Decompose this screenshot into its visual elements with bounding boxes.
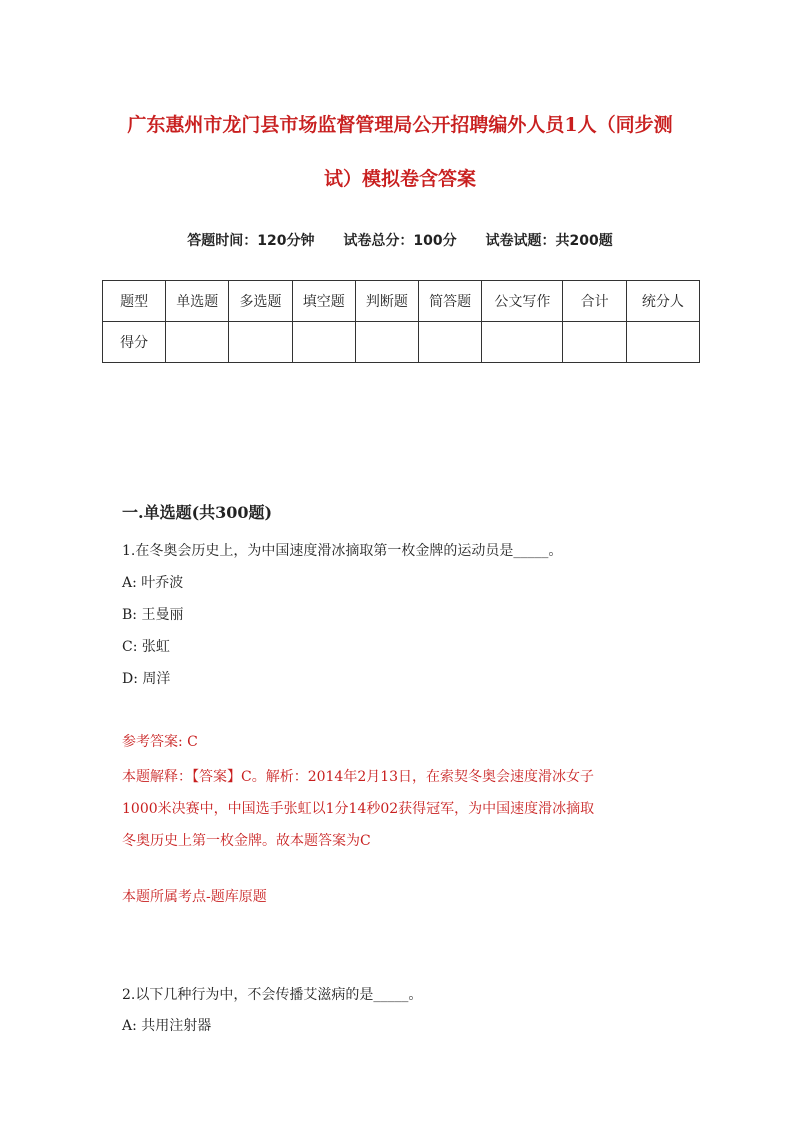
question-2-stem: 2.以下几种行为中，不会传播艾滋病的是_____。 bbox=[122, 987, 423, 1003]
question-2-option-a: A: 共用注射器 bbox=[122, 1018, 212, 1034]
question-1-stem: 1.在冬奥会历史上，为中国速度滑冰摘取第一枚金牌的运动员是_____。 bbox=[122, 543, 563, 559]
question-1-option-a: A: 叶乔波 bbox=[122, 575, 184, 591]
score-header-cell: 统分人 bbox=[626, 281, 699, 322]
title-line-1: 广东惠州市龙门县市场监督管理局公开招聘编外人员1人（同步测 bbox=[127, 114, 673, 136]
score-header-cell: 填空题 bbox=[292, 281, 355, 322]
score-header-cell: 判断题 bbox=[355, 281, 418, 322]
score-header-cell: 多选题 bbox=[229, 281, 292, 322]
score-header-cell: 合计 bbox=[563, 281, 626, 322]
question-1-answer: 参考答案: C bbox=[122, 734, 198, 750]
score-cell[interactable] bbox=[626, 322, 699, 363]
exam-time: 答题时间：120分钟 bbox=[187, 233, 315, 249]
score-cell[interactable] bbox=[419, 322, 482, 363]
score-cell[interactable] bbox=[229, 322, 292, 363]
title-line-2: 试）模拟卷含答案 bbox=[323, 168, 476, 190]
question-1-explanation bbox=[122, 761, 682, 857]
score-table-header-row bbox=[103, 281, 700, 322]
explanation-line-2: 1000米决赛中，中国选手张虹以1分14秒02获得冠军，为中国速度滑冰摘取 bbox=[122, 801, 595, 817]
score-header-cell: 单选题 bbox=[166, 281, 229, 322]
explanation-line-3: 冬奥历史上第一枚金牌。故本题答案为C bbox=[122, 833, 371, 849]
score-cell[interactable] bbox=[292, 322, 355, 363]
section-heading: 一.单选题(共300题) bbox=[122, 503, 273, 522]
score-cell[interactable] bbox=[563, 322, 626, 363]
score-table-score-row bbox=[103, 322, 700, 363]
score-header-cell: 题型 bbox=[103, 281, 166, 322]
score-row-label: 得分 bbox=[103, 322, 166, 363]
score-header-cell: 简答题 bbox=[419, 281, 482, 322]
question-1-option-b: B: 王曼丽 bbox=[122, 607, 184, 623]
question-1-option-d: D: 周洋 bbox=[122, 671, 171, 687]
exam-total-score: 试卷总分：100分 bbox=[343, 233, 457, 249]
score-cell[interactable] bbox=[166, 322, 229, 363]
question-1-option-c: C: 张虹 bbox=[122, 639, 170, 655]
exam-meta bbox=[0, 230, 800, 250]
exam-title bbox=[110, 98, 690, 206]
exam-question-count: 试卷试题：共200题 bbox=[485, 233, 613, 249]
score-cell[interactable] bbox=[355, 322, 418, 363]
score-cell[interactable] bbox=[482, 322, 563, 363]
score-header-cell: 公文写作 bbox=[482, 281, 563, 322]
question-1-source: 本题所属考点-题库原题 bbox=[122, 889, 267, 905]
score-table bbox=[102, 280, 700, 363]
explanation-line-1: 本题解释：【答案】C。解析：2014年2月13日，在索契冬奥会速度滑冰女子 bbox=[122, 769, 595, 785]
